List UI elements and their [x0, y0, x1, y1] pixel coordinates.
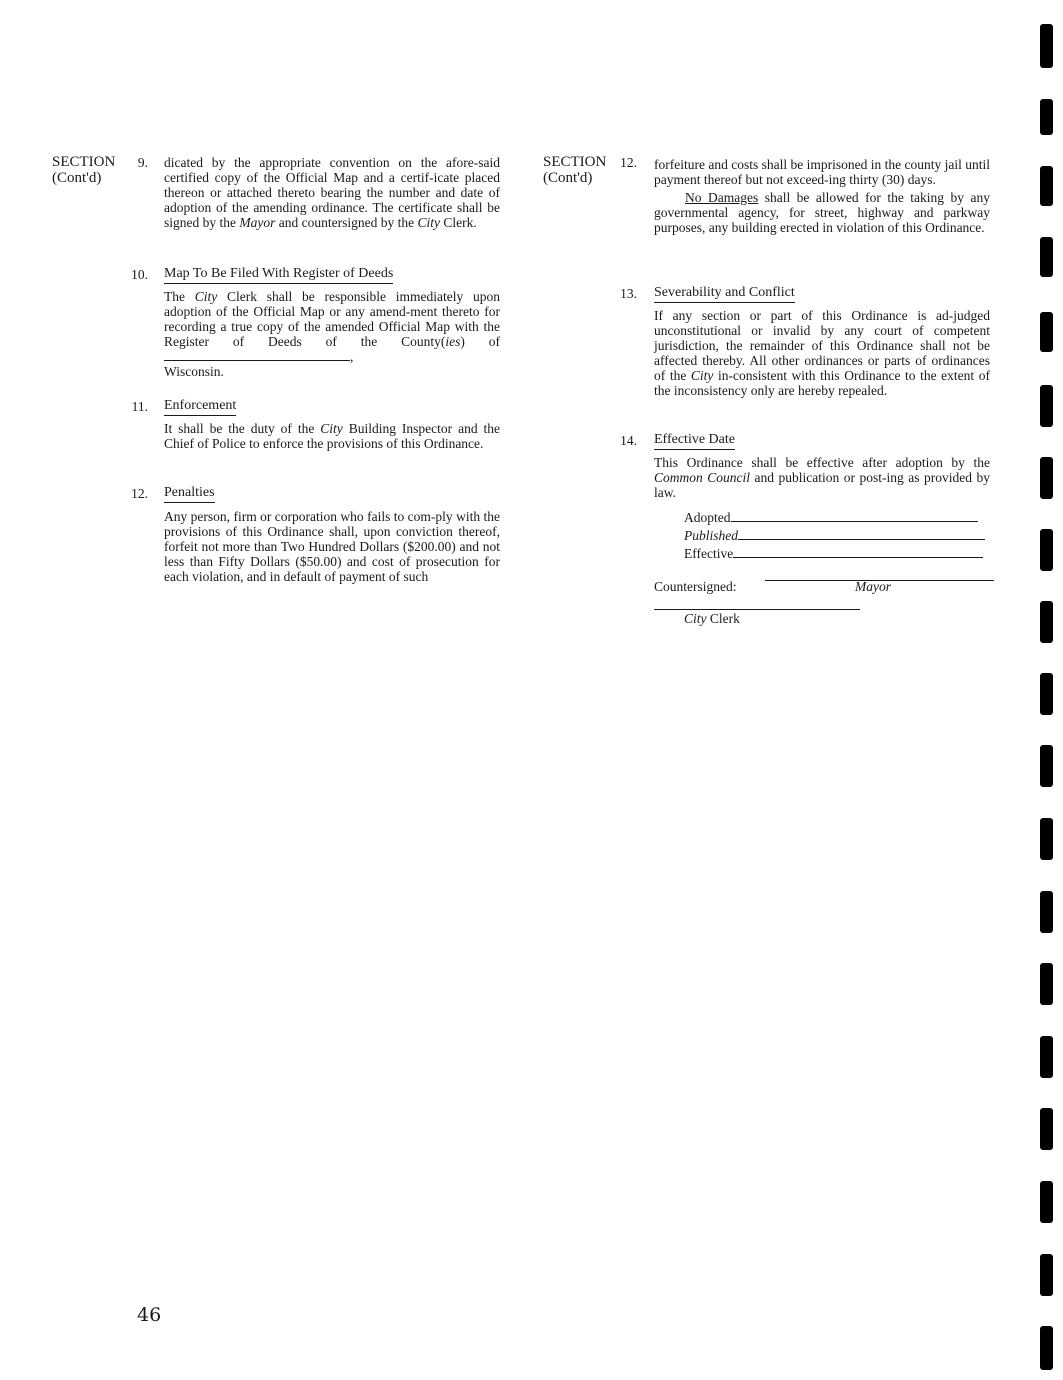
item-number: 14.: [620, 433, 637, 448]
item-body: The City Clerk shall be responsible immediately upon adoption of the Official Map or any amend-ment thereto for recording a true copy of the amended Official Map with the Register of Deeds of the County(ies) of, Wisconsin.: [164, 289, 500, 379]
adopted-field[interactable]: Adopted: [684, 510, 978, 525]
mayor-label: Mayor: [855, 579, 891, 594]
item-heading: Severability and Conflict: [654, 285, 795, 303]
item-number: 13.: [620, 286, 637, 301]
effective-line[interactable]: [733, 546, 983, 558]
item-heading: Enforcement: [164, 398, 236, 416]
published-field[interactable]: Published: [684, 528, 985, 543]
item-heading: Map To Be Filed With Register of Deeds: [164, 266, 393, 284]
item-number: 9.: [137, 155, 148, 170]
city-clerk-label: City Clerk: [684, 611, 740, 626]
item-body: dicated by the appropriate convention on the afore-said certified copy of the Official Map and a certif-icate placed thereon or attached thereto bearing the number and date of adoption of the amending ordinance. The certificate shall be signed by the Mayor and countersigned by the City Clerk.: [164, 155, 500, 230]
item-number: 10.: [131, 267, 148, 282]
county-blank-line[interactable]: [164, 349, 350, 361]
no-damages-heading: No Damages: [685, 190, 759, 205]
item-number: 11.: [131, 399, 148, 414]
section-label-left: SECTION (Cont'd): [52, 154, 116, 186]
item-number: 12.: [131, 486, 148, 501]
item-heading: Penalties: [164, 485, 215, 503]
published-line[interactable]: [738, 528, 985, 540]
item-number: 12.: [620, 155, 637, 170]
item-body: This Ordinance shall be effective after adoption by the Common Council and publication or post-ing as provided by law.: [654, 455, 990, 500]
countersigned-label: Countersigned:: [654, 579, 737, 594]
clerk-signature-line[interactable]: [654, 609, 860, 610]
item-body: It shall be the duty of the City Building Inspector and the Chief of Police to enforce the provisions of this Ordinance.: [164, 421, 500, 451]
page-number: 46: [137, 1304, 162, 1326]
item-heading: Effective Date: [654, 432, 735, 450]
section-label-right: SECTION (Cont'd): [543, 154, 607, 186]
item-body: If any section or part of this Ordinance is ad-judged unconstitutional or invalid by any court of competent jurisdiction, the remainder of this Ordinance shall not be affected thereby. All other ordinances or parts of ordinances of the City in-consistent with this Ordinance to the extent of the inconsistency only are hereby repealed.: [654, 308, 990, 398]
item-body: forfeiture and costs shall be imprisoned in the county jail until payment thereof but not exceed-ing thirty (30) days. No Damages shall be allowed for the taking by any governmental agency, for street, highway and parkway purposes, any building erected in violation of this Ordinance.: [654, 157, 990, 235]
effective-field[interactable]: Effective: [684, 546, 983, 561]
adopted-line[interactable]: [731, 510, 978, 522]
item-body: Any person, firm or corporation who fails to com-ply with the provisions of this Ordinance shall, upon conviction thereof, forfeit not more than Two Hundred Dollars ($200.00) and not less than Fifty Dollars ($50.00) and cost of prosecution for each violation, and in default of payment of such: [164, 509, 500, 584]
